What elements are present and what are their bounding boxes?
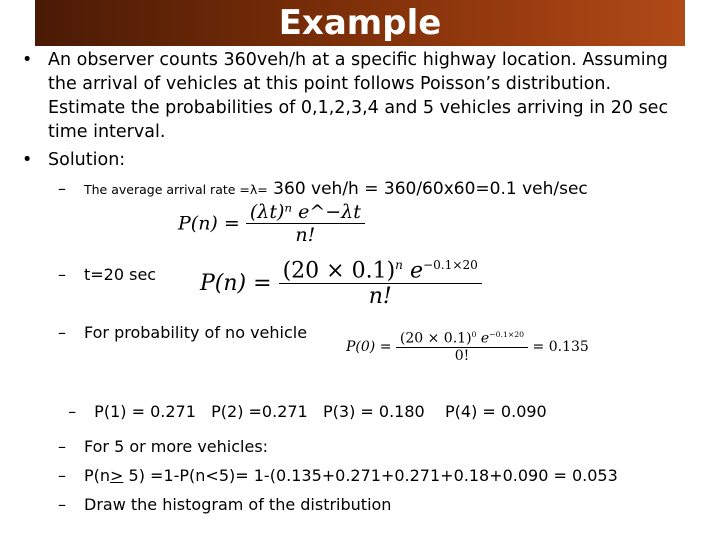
bullet-dot: • [22, 150, 33, 170]
formula-denominator: n! [279, 283, 482, 309]
dash-mark: – [58, 179, 66, 198]
ge-symbol: > [110, 466, 124, 485]
p-ge5-text-b: 5) =1-P(n<5)= 1-(0.135+0.271+0.271+0.18+0.090 = 0.053 [123, 466, 618, 485]
histogram-text: Draw the histogram of the distribution [84, 495, 392, 514]
p-ge5-line [58, 465, 618, 487]
dash-mark: – [58, 437, 66, 456]
formula-exp-e: −0.1×20 [489, 330, 525, 339]
formula-lhs: P(0) = [346, 338, 392, 355]
formula-e: e [402, 258, 423, 284]
five-more-line [58, 436, 268, 458]
poisson-formula [178, 201, 365, 246]
probs-text: P(1) = 0.271 P(2) =0.271 P(3) = 0.180 P(4) = 0.090 [94, 402, 547, 421]
formula-fraction [279, 258, 482, 309]
solution-label: Solution: [48, 150, 126, 170]
formula-fraction [396, 330, 528, 364]
formula-exp-e: −0.1×20 [422, 258, 478, 272]
dash-mark: – [58, 323, 66, 342]
t-line [58, 264, 156, 286]
no-vehicle-line [58, 322, 307, 344]
p-ge5-text-a: P(n [84, 466, 111, 485]
bullet-solution [22, 148, 648, 172]
formula-base: (20 × 0.1) [399, 330, 472, 347]
formula-fraction [246, 201, 365, 246]
bullet-problem [22, 48, 688, 144]
formula-exp-0: 0 [471, 330, 477, 339]
t-text: t=20 sec [84, 265, 157, 284]
five-more-text: For 5 or more vehicles: [84, 437, 269, 456]
dash-mark: – [68, 402, 77, 421]
rate-small-text: The average arrival rate =λ= [84, 182, 268, 197]
formula-base: (20 × 0.1) [282, 258, 396, 284]
formula-e: e [476, 330, 490, 347]
no-vehicle-text: For probability of no vehicle [84, 323, 308, 342]
formula-result: = 0.135 [532, 338, 589, 355]
problem-text: An observer counts 360veh/h at a specific highway location. Assuming the arrival of vehicles at this point follows Poisson’s distribution. Estimate the probabilities of 0,1,2,3,4 and 5 vehicles arriving in 20 sec time interval. [48, 50, 669, 142]
formula-numerator: (λt)ⁿ e^−λt [249, 201, 361, 223]
rate-value-text: 360 veh/h = 360/60x60=0.1 veh/sec [267, 179, 588, 199]
probs-line [58, 379, 547, 423]
formula-lhs: P(n) = [178, 212, 240, 235]
formula-denominator: n! [246, 223, 365, 246]
formula-denominator: 0! [396, 347, 528, 364]
p0-formula [346, 330, 589, 364]
formula-lhs: P(n) = [200, 271, 272, 297]
formula-exp-n: n [395, 258, 403, 272]
poisson-formula-t20 [200, 258, 482, 309]
slide-title: Example [278, 3, 442, 43]
dash-mark: – [58, 265, 66, 284]
dash-mark: – [58, 466, 66, 485]
dash-mark: – [58, 495, 66, 514]
histogram-line [58, 494, 391, 516]
bullet-dot: • [22, 50, 33, 70]
rate-line [58, 178, 588, 201]
